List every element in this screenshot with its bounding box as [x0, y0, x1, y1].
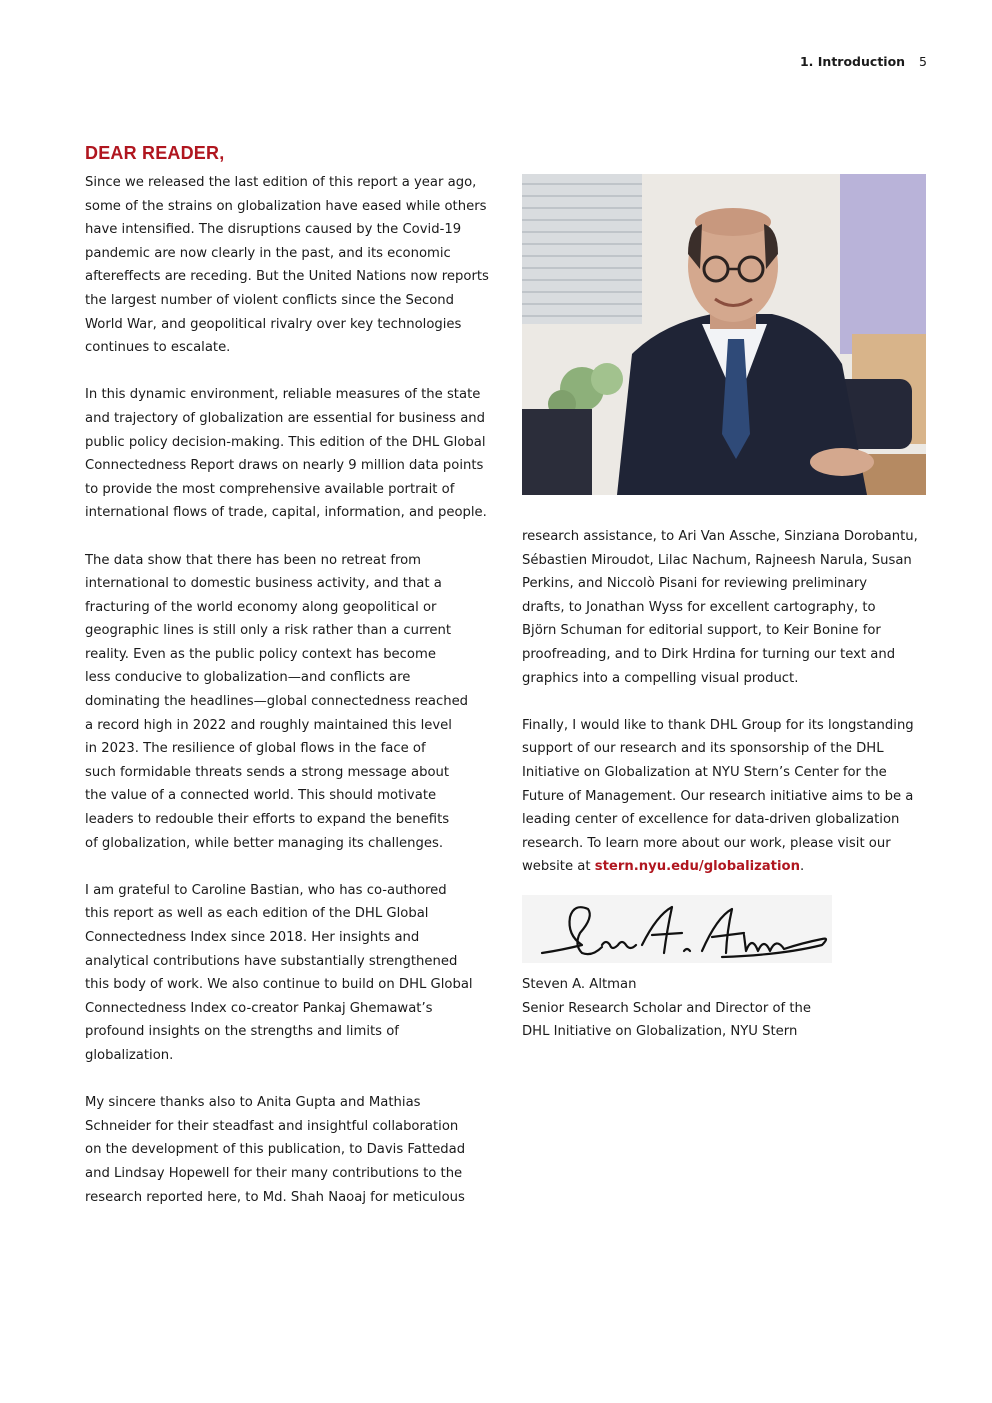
page-number: 5 [919, 54, 927, 69]
signatory-title: Senior Research Scholar and Director of the [522, 1000, 811, 1016]
author-portrait-photo [522, 174, 926, 495]
right-column [522, 525, 932, 903]
section-title: 1. Introduction [799, 54, 906, 69]
paragraph-text: Finally, I would like to thank DHL Group for its longstanding support of our research and its sponsorship of the DHL Initiative on Globalization at NYU Stern’s Center for the Future of Management. Our research initiative aims to be a leading center of excellence for data-driven globalization research. To learn more about our work, please visit our website at [522, 717, 914, 875]
left-column [85, 171, 505, 1233]
paragraph: The data show that there has been no retreat from international to domestic business activity, and that a fracturing of the world economy along geopolitical or geographic lines is still only a risk rather than a current reality. Even as the public policy context has become less conducive to globalization—and conflicts are dominating the headlines—global connectedness reached a record high in 2022 and roughly maintained this level in 2023. The resilience of global flows in the face of such formidable threats sends a strong message about the value of a connected world. This should motivate leaders to redouble their efforts to expand the benefits of globalization, while better managing its challenges. [85, 552, 469, 851]
signatory-affiliation: DHL Initiative on Globalization, NYU Stern [522, 1024, 798, 1040]
handwritten-signature [522, 895, 832, 963]
greeting-heading: DEAR READER, [85, 143, 225, 163]
paragraph: In this dynamic environment, reliable measures of the state and trajectory of globalization are essential for business and public policy decision-making. This edition of the DHL Global Connectedness Report draws on nearly 9 million data points to provide the most comprehensive available portrait of international flows of trade, capital, information, and people. [85, 387, 487, 521]
paragraph-with-link [522, 714, 932, 879]
link-suffix: . [799, 859, 805, 875]
signatory-name: Steven A. Altman [522, 977, 637, 992]
paragraph: My sincere thanks also to Anita Gupta and Mathias Schneider for their steadfast and insightful collaboration on the development of this publication, to Davis Fattedad and Lindsay Hopewell for their many contributions to the research reported here, to Md. Shah Naoaj for meticulous [85, 1095, 466, 1205]
paragraph: research assistance, to Ari Van Assche, Sinziana Dorobantu, Sébastien Miroudot, Lilac Nachum, Rajneesh Narula, Susan Perkins, and Niccolò Pisani for reviewing preliminary drafts, to Jonathan Wyss for excellent cartography, to Björn Schuman for editorial support, to Keir Bonine for proofreading, and to Dirk Hrdina for turning our text and graphics into a compelling visual product. [522, 529, 918, 686]
paragraph: Since we released the last edition of this report a year ago, some of the strains on globalization have eased while others have intensified. The disruptions caused by the Covid-19 pandemic are now clearly in the past, and its economic aftereffects are receding. But the United Nations now reports the largest number of violent conflicts since the Second World War, and geopolitical rivalry over key technologies continues to escalate. [85, 175, 489, 356]
website-link[interactable]: stern.nyu.edu/globalization [594, 859, 800, 875]
running-header [800, 54, 927, 69]
paragraph: I am grateful to Caroline Bastian, who has co-authored this report as well as each edition of the DHL Global Connectedness Index since 2018. Her insights and analytical contributions have substantially strengthened this body of work. We also continue to build on DHL Global Connectedness Index co-creator Pankaj Ghemawat’s profound insights on the strengths and limits of globalization. [85, 882, 473, 1063]
signature-block [522, 973, 811, 1044]
